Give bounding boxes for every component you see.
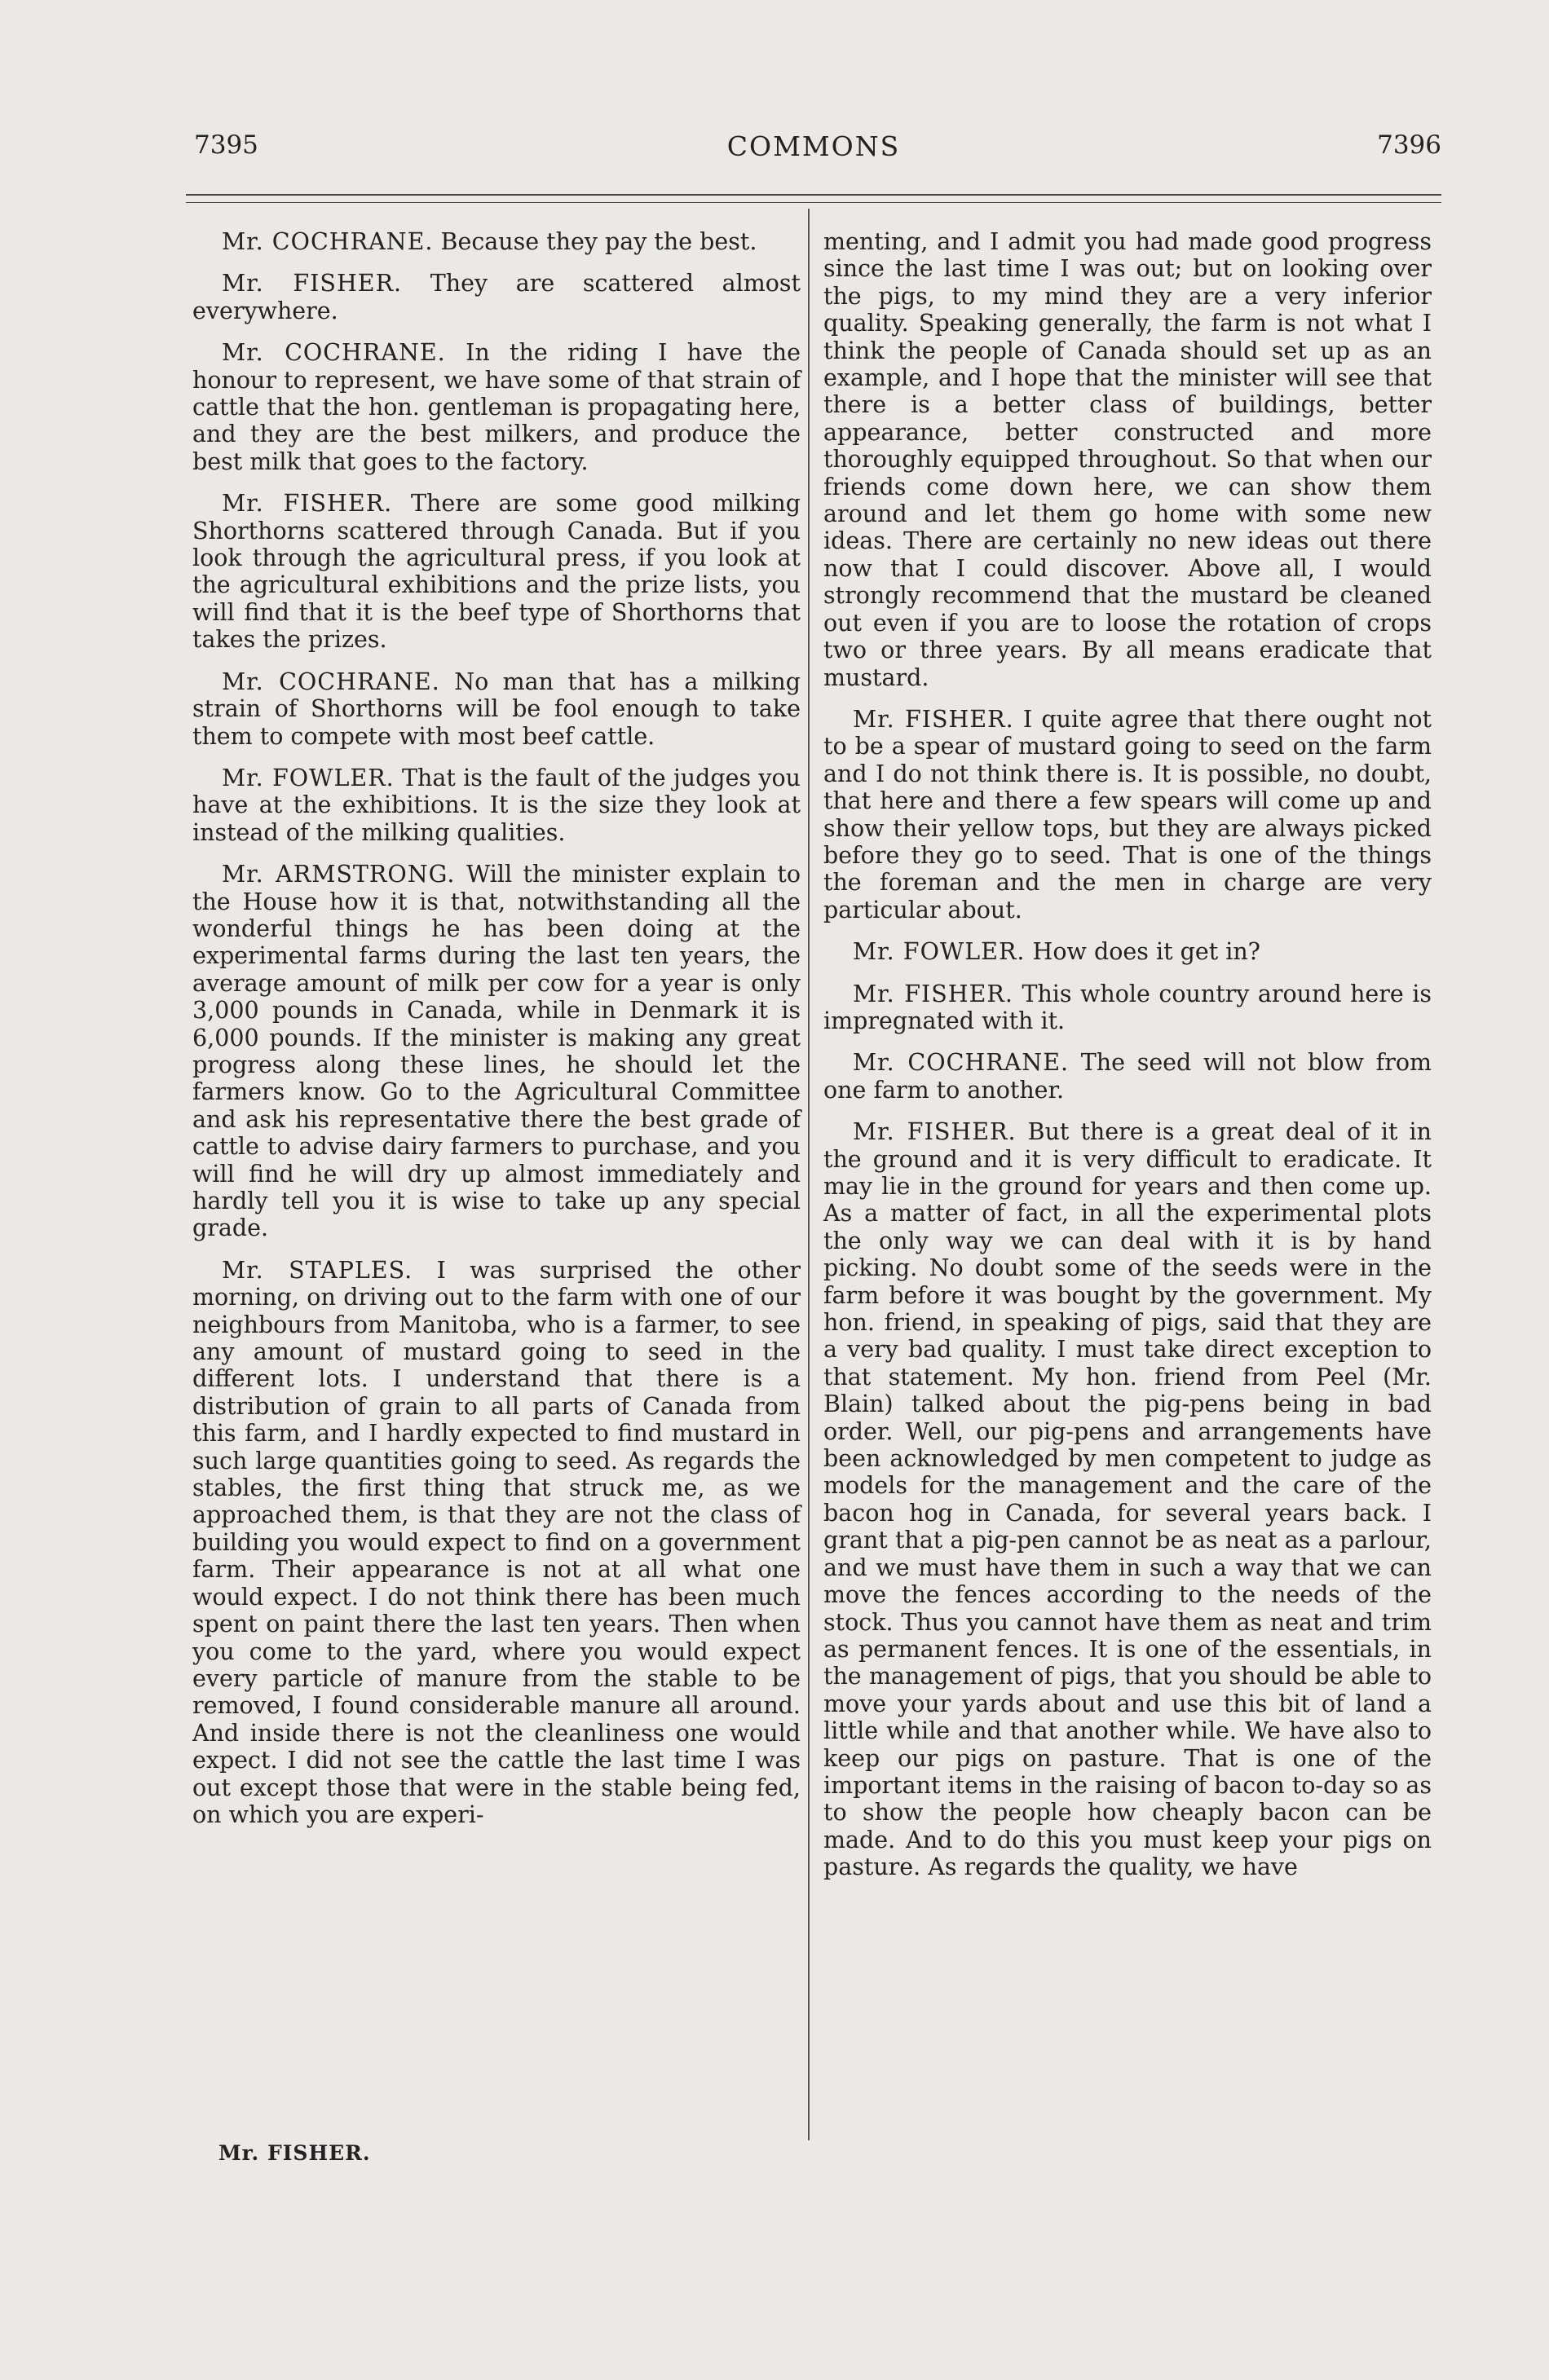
speaker-name: Mr. FISHER. xyxy=(222,270,403,298)
page-title: COMMONS xyxy=(726,130,901,162)
speech-paragraph xyxy=(823,706,1432,923)
speaker-name: Mr. ARMSTRONG. xyxy=(222,861,456,888)
speech-paragraph xyxy=(192,668,801,750)
speaker-name: Mr. FISHER. xyxy=(853,705,1014,733)
speech-text: Because they pay the best. xyxy=(440,228,757,255)
speech-text: There are some good milking Shorthorns scattered through Canada. But if you look through the agricultural press, if you look at the agricultural exhibitions and the prize lists, you will find that it is the beef type of Shorthorns that takes the prizes. xyxy=(192,490,801,654)
speaker-name: Mr. STAPLES. xyxy=(222,1256,413,1284)
speech-text: menting, and I admit you had made good progress since the last time I was out; but on looking over the pigs, to my mind they are a very inferior quality. Speaking generally, the farm is not what I think the people of Canada should set up as an example, and I hope that the minister will see that there is a better class of buildings, better appearance, better constructed and more thoroughly equipped throughout. So that when our friends come down here, we can show them around and let them go home with some new ideas. There are certainly no new ideas out there now that I could discover. Above all, I would strongly recommend that the mustard be cleaned out even if you are to loose the rotation of crops two or three years. By all means eradicate that mustard. xyxy=(823,228,1432,691)
speaker-name: Mr. FISHER. xyxy=(853,1118,1017,1146)
speech-text: Will the minister explain to the House how it is that, notwithstanding all the wonderful things he has been doing at the experimental farms during the last ten years, the average amount of milk per cow for a year is only 3,000 pounds in Canada, while in Denmark it is 6,000 pounds. If the minister is making any great progress along these lines, he should let the farmers know. Go to the Agricultural Committee and ask his representative there the best grade of cattle to advise dairy farmers to purchase, and you will find he will dry up almost immediately and hardly tell you it is wise to take up any special grade. xyxy=(192,861,801,1242)
speech-paragraph xyxy=(823,938,1432,965)
speaker-name: Mr. COCHRANE. xyxy=(222,228,434,255)
page-header xyxy=(186,130,1441,171)
column-divider xyxy=(808,209,810,2140)
speech-text: No man that has a milking strain of Shorthorns will be fool enough to take them to compete with most beef cattle. xyxy=(192,668,801,750)
speech-continuation xyxy=(823,228,1432,691)
catchword: Mr. FISHER. xyxy=(218,2141,371,2165)
speech-paragraph xyxy=(192,1257,801,1829)
speaker-name: Mr. FOWLER. xyxy=(853,938,1026,966)
speech-text: But there is a great deal of it in the ground and it is very difficult to eradicate. It may lie in the ground for years and then come up. As a matter of fact, in all the experimental plots the only way we can deal with it is by hand picking. No doubt some of the seeds were in the farm before it was bought by the government. My hon. friend, in speaking of pigs, said that they are a very bad quality. I must take direct exception to that statement. My hon. friend from Peel (Mr. Blain) talked about the pig-pens being in bad order. Well, our pig-pens and arrangements have been acknowledged by men competent to judge as models for the management and the care of the bacon hog in Canada, for several years back. I grant that a pig-pen cannot be as neat as a parlour, and we must have them in such a way that we can move the fences according to the needs of the stock. Thus you cannot have them as neat and trim as permanent fences. It is one of the essentials, in the management of pigs, that you should be able to move your yards about and use this bit of land a little while and that another while. We have also to keep our pigs on pasture. That is one of the important items in the raising of bacon to-day so as to show the people how cheaply bacon can be made. And to do this you must keep your pigs on pasture. As regards the quality, we have xyxy=(823,1118,1432,1881)
speech-paragraph xyxy=(823,1049,1432,1104)
speaker-name: Mr. FISHER. xyxy=(853,980,1013,1007)
speech-paragraph xyxy=(192,861,801,1242)
speech-paragraph xyxy=(192,270,801,324)
left-page-number: 7395 xyxy=(194,130,258,160)
left-column xyxy=(192,228,801,1843)
speech-text: I was surprised the other morning, on driving out to the farm with one of our neighbours from Manitoba, who is a farmer, to see any amount of mustard going to seed in the different lots. I understand that there is a distribution of grain to all parts of Canada from this farm, and I hardly expected to find mustard in such large quantities going to seed. As regards the stables, the first thing that struck me, as we approached them, is that they are not the class of building you would expect to find on a government farm. Their appearance is not at all what one would expect. I do not think there has been much spent on paint there the last ten years. Then when you come to the yard, where you would expect every particle of manure from the stable to be removed, I found considerable manure all around. And inside there is not the cleanliness one would expect. I did not see the cattle the last time I was out except those that were in the stable being fed, on which you are experi- xyxy=(192,1256,801,1828)
speech-text: How does it get in? xyxy=(1032,938,1260,966)
speech-text: This whole country around here is impregnated with it. xyxy=(823,980,1432,1034)
speech-paragraph xyxy=(823,1118,1432,1880)
speech-paragraph xyxy=(192,339,801,475)
speech-paragraph xyxy=(192,765,801,846)
speech-text: In the riding I have the honour to represent, we have some of that strain of cattle that the hon. gentleman is propagating here, and they are the best milkers, and produce the best milk that goes to the factory. xyxy=(192,339,801,475)
speech-paragraph xyxy=(823,981,1432,1035)
right-page-number: 7396 xyxy=(1377,130,1441,160)
speaker-name: Mr. COCHRANE. xyxy=(222,339,446,367)
speaker-name: Mr. FISHER. xyxy=(222,490,393,518)
speaker-name: Mr. FOWLER. xyxy=(222,764,395,791)
speech-paragraph xyxy=(192,228,801,255)
header-rule-thin xyxy=(186,202,1441,203)
right-column xyxy=(823,228,1432,1896)
speech-paragraph xyxy=(192,490,801,653)
speech-text: That is the fault of the judges you have at the exhibitions. It is the size they look at instead of the milking qualities. xyxy=(192,764,801,846)
header-rule xyxy=(186,194,1441,196)
speaker-name: Mr. COCHRANE. xyxy=(222,668,440,695)
speech-text: I quite agree that there ought not to be a spear of mustard going to seed on the farm and I do not think there is. It is possible, no doubt, that here and there a few spears will come up and show their yellow tops, but they are always picked before they go to seed. That is one of the things the foreman and the men in charge are very particular about. xyxy=(823,705,1432,923)
speech-text: They are scattered almost everywhere. xyxy=(192,270,801,324)
speaker-name: Mr. COCHRANE. xyxy=(853,1049,1070,1077)
speech-text: The seed will not blow from one farm to another. xyxy=(823,1049,1432,1104)
